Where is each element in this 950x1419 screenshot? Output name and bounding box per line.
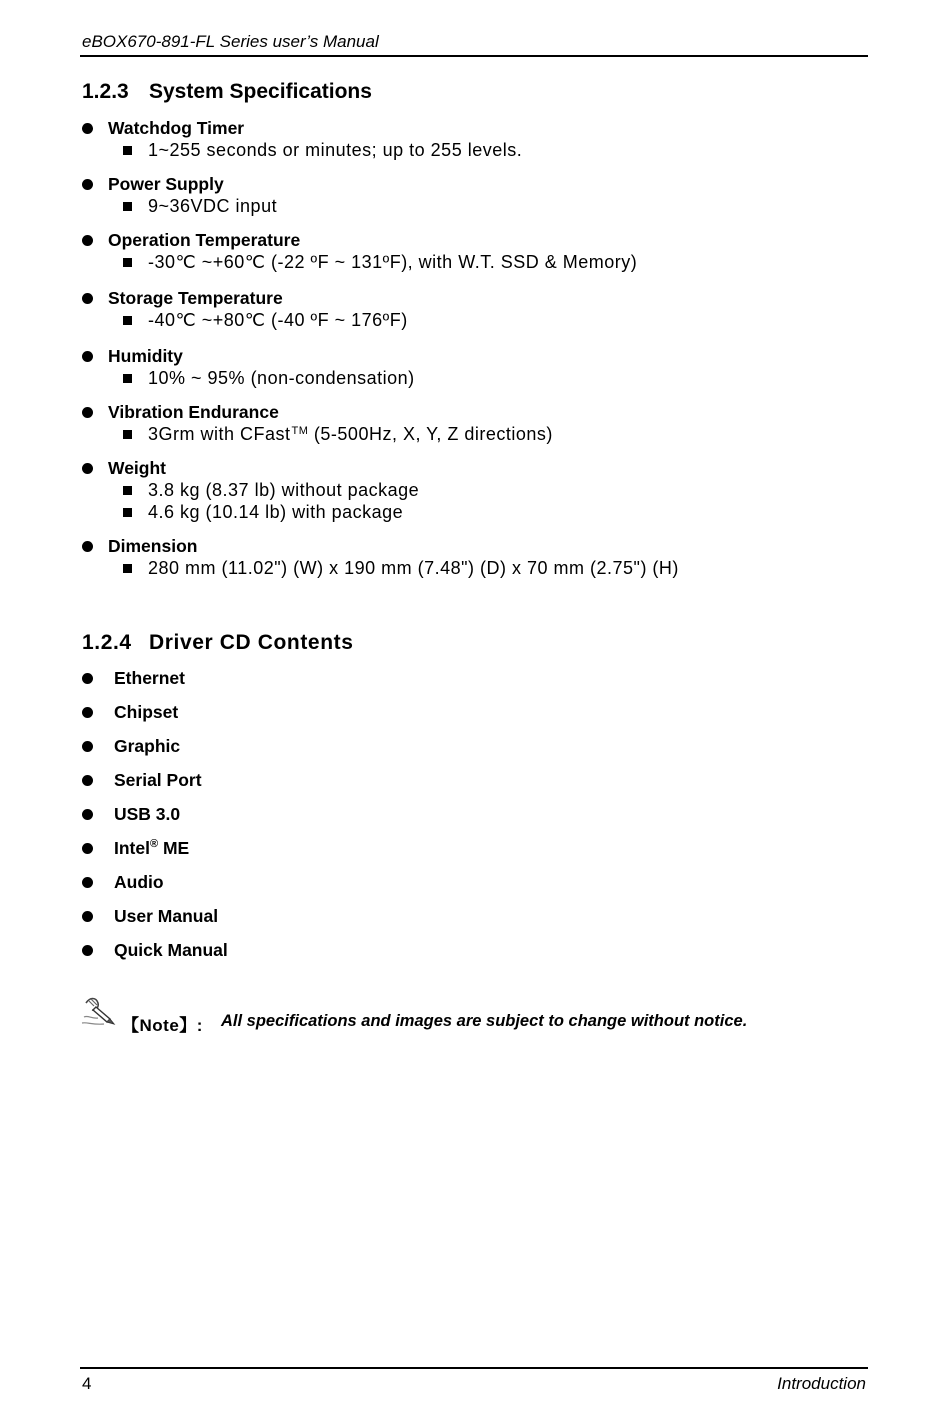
square-bullet-icon: [123, 508, 132, 517]
square-bullet-icon: [123, 202, 132, 211]
spec-value: 280 mm (11.02") (W) x 190 mm (7.48") (D) x 70 mm (2.75") (H): [148, 558, 679, 578]
round-bullet-icon: [82, 407, 93, 418]
spec-list: [80, 117, 880, 591]
section-title: Driver CD Contents: [149, 631, 354, 654]
spec-title: Operation Temperature: [108, 230, 301, 250]
driver-label: Serial Port: [114, 770, 202, 790]
driver-label: Chipset: [114, 702, 179, 722]
spec-item: [80, 173, 880, 217]
square-bullet-icon: [123, 146, 132, 155]
driver-label-post: ME: [158, 838, 190, 858]
square-bullet-icon: [123, 258, 132, 267]
note-text: All specifications and images are subject to change without notice.: [221, 1012, 748, 1030]
section-heading-driver: [82, 631, 354, 655]
running-header: eBOX670-891-FL Series user’s Manual: [82, 32, 379, 51]
driver-label-pre: Intel: [114, 838, 150, 858]
spec-value: 10% ~ 95% (non-condensation): [148, 368, 415, 388]
list-item: [80, 667, 680, 701]
round-bullet-icon: [82, 945, 93, 956]
round-bullet-icon: [82, 911, 93, 922]
round-bullet-icon: [82, 809, 93, 820]
round-bullet-icon: [82, 463, 93, 474]
driver-list: [80, 667, 680, 973]
spec-value: 1~255 seconds or minutes; up to 255 levels.: [148, 140, 523, 160]
driver-label: USB 3.0: [114, 804, 181, 824]
square-bullet-icon: [123, 316, 132, 325]
spec-value-pre: 3Grm with CFast: [148, 424, 291, 444]
spec-value: -40℃ ~+80℃ (-40 ºF ~ 176ºF): [148, 310, 408, 330]
list-item: [80, 735, 680, 769]
spec-item: [80, 401, 880, 445]
spec-item: [80, 535, 880, 579]
list-item: [80, 837, 680, 871]
round-bullet-icon: [82, 293, 93, 304]
list-item: [80, 871, 680, 905]
spec-item: [80, 287, 880, 331]
spec-value: 4.6 kg (10.14 lb) with package: [148, 502, 404, 522]
section-number: 1.2.4: [82, 631, 132, 654]
spec-title: Storage Temperature: [108, 288, 283, 308]
driver-label: Quick Manual: [114, 940, 228, 960]
list-item: [80, 939, 680, 973]
spec-value: 3.8 kg (8.37 lb) without package: [148, 480, 420, 500]
spec-value: -30℃ ~+60℃ (-22 ºF ~ 131ºF), with W.T. SSD & Memory): [148, 252, 638, 272]
note-label: 【Note】:: [122, 1016, 203, 1035]
note-box: [80, 993, 880, 1033]
note-pen-icon: [80, 993, 120, 1029]
spec-title: Humidity: [108, 346, 183, 366]
round-bullet-icon: [82, 673, 93, 684]
square-bullet-icon: [123, 430, 132, 439]
spec-title: Watchdog Timer: [108, 118, 245, 138]
list-item: [80, 769, 680, 803]
section-title: System Specifications: [149, 80, 372, 103]
round-bullet-icon: [82, 123, 93, 134]
spec-title: Weight: [108, 458, 167, 478]
list-item: [80, 905, 680, 939]
round-bullet-icon: [82, 775, 93, 786]
driver-label: User Manual: [114, 906, 219, 926]
trademark-mark: TM: [291, 425, 309, 437]
spec-title: Power Supply: [108, 174, 224, 194]
round-bullet-icon: [82, 235, 93, 246]
spec-title: Dimension: [108, 536, 198, 556]
round-bullet-icon: [82, 541, 93, 552]
spec-item: [80, 345, 880, 389]
list-item: [80, 803, 680, 837]
chapter-name: Introduction: [777, 1374, 866, 1393]
spec-item: [80, 117, 880, 161]
section-heading-specs: [82, 80, 372, 104]
header-rule: [80, 55, 868, 57]
spec-value-post: (5-500Hz, X, Y, Z directions): [308, 424, 553, 444]
round-bullet-icon: [82, 351, 93, 362]
registered-mark: ®: [149, 838, 159, 850]
list-item: [80, 701, 680, 735]
spec-title: Vibration Endurance: [108, 402, 279, 422]
round-bullet-icon: [82, 741, 93, 752]
round-bullet-icon: [82, 843, 93, 854]
round-bullet-icon: [82, 179, 93, 190]
page-number: 4: [82, 1374, 92, 1393]
driver-label: Ethernet: [114, 668, 185, 688]
spec-item: [80, 457, 880, 523]
spec-item: [80, 229, 880, 273]
spec-value: 9~36VDC input: [148, 196, 278, 216]
square-bullet-icon: [123, 564, 132, 573]
square-bullet-icon: [123, 374, 132, 383]
section-number: 1.2.3: [82, 80, 129, 103]
driver-label: Audio: [114, 872, 164, 892]
footer-rule: [80, 1367, 868, 1369]
driver-label: Graphic: [114, 736, 181, 756]
square-bullet-icon: [123, 486, 132, 495]
round-bullet-icon: [82, 877, 93, 888]
round-bullet-icon: [82, 707, 93, 718]
